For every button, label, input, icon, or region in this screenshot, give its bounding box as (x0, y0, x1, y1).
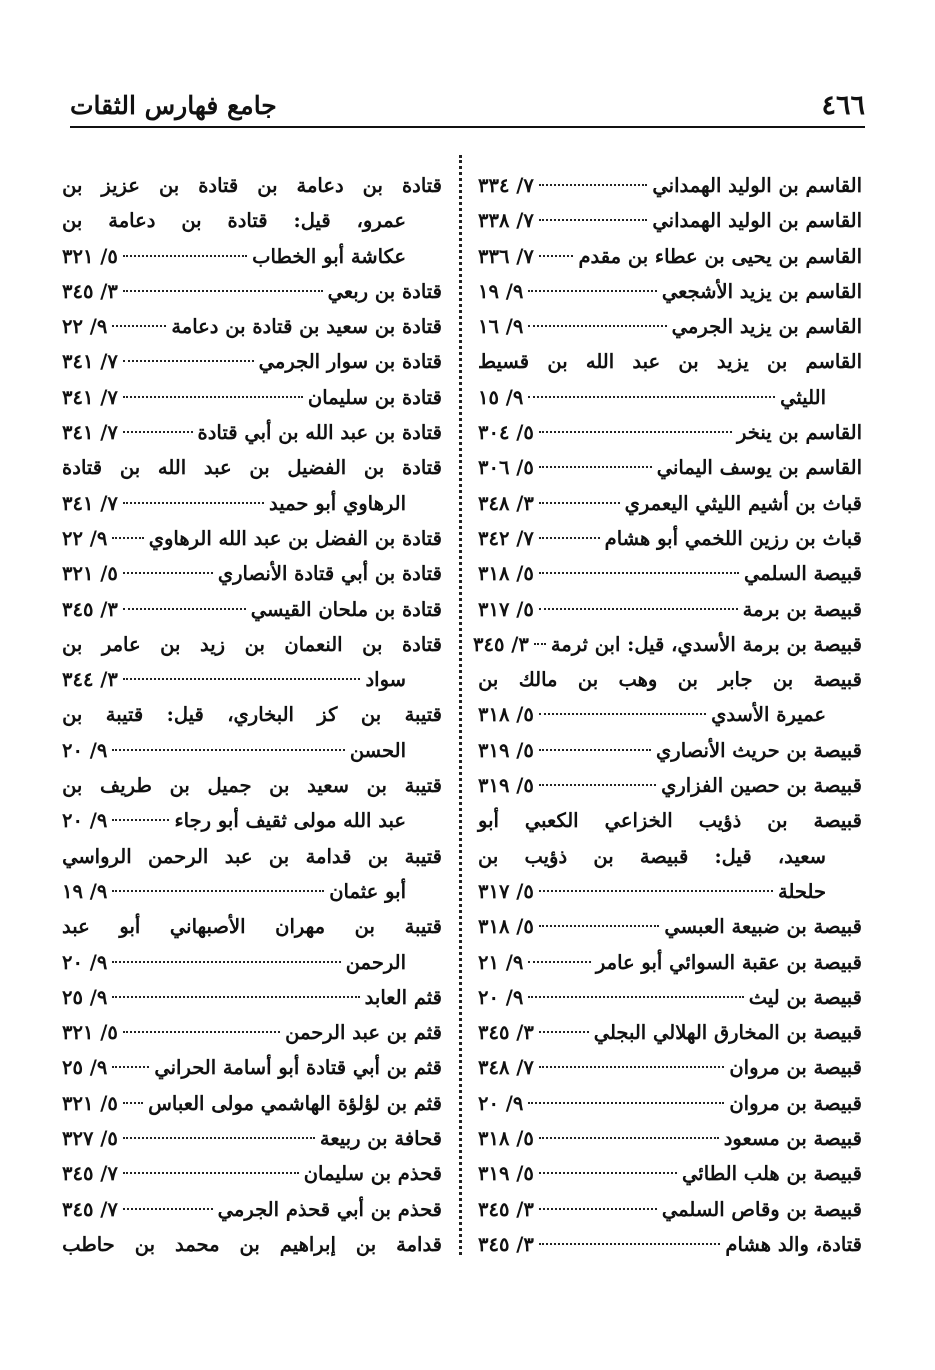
dot-leader (539, 1208, 657, 1210)
entry-name: القاسم بن الوليد الهمداني (652, 174, 862, 197)
entry-name: قبيصة بن جابر بن وهب بن مالك بن (478, 668, 862, 692)
entry-name: القاسم بن يزيد الجرمي (671, 315, 862, 339)
entry-name: قبيصة بن هلب الطائي (682, 1162, 862, 1186)
index-entry (478, 803, 862, 838)
index-entry (478, 450, 862, 485)
dot-leader (123, 572, 213, 574)
entry-name: القاسم بن ينخر (737, 421, 862, 445)
dot-leader (123, 396, 303, 398)
dot-leader (539, 255, 574, 257)
entry-name: قثم بن لؤلؤة الهاشمي مولى العباس (148, 1091, 442, 1115)
dot-leader (528, 961, 591, 963)
entry-reference: ٣/ ٣٤٥ (62, 597, 118, 621)
entry-name: القاسم بن الوليد الهمداني (652, 209, 862, 233)
entry-name: قحافة بن ربيعة (319, 1127, 442, 1151)
index-entry (478, 697, 862, 732)
entry-name: قباث بن أشيم الليثي اليعمري (624, 491, 862, 515)
entry-reference: ٧/ ٣٣٤ (478, 174, 534, 197)
entry-name: قتادة بن عبد الله بن أبي قتادة (197, 421, 442, 445)
entry-name: قبيصة بن المخارق الهلالي البجلي (593, 1021, 862, 1045)
index-column-left (62, 168, 442, 1262)
dot-leader (539, 1137, 719, 1139)
entry-name: قباث بن رزين اللخمي أبو هشام (604, 526, 862, 550)
index-entry (478, 1015, 862, 1050)
index-entry (62, 344, 442, 379)
index-entry (473, 627, 862, 662)
entry-name: أبو عثمان (329, 879, 406, 903)
entry-name: قتيبة بن قدامة بن عبد الرحمن الرواسي (62, 844, 442, 868)
index-entry (62, 839, 442, 874)
entry-name: قثم بن عبد الرحمن (285, 1021, 442, 1045)
index-entry (62, 1086, 442, 1121)
dot-leader (123, 1172, 299, 1174)
entry-reference: ٥/ ٣١٨ (478, 1127, 534, 1151)
index-entry (62, 803, 442, 838)
index-entry (62, 450, 442, 485)
dot-leader (539, 502, 620, 504)
index-entry (62, 274, 442, 309)
dot-leader (123, 502, 264, 504)
entry-name: قبيصة بن مروان (729, 1056, 862, 1080)
entry-name: قتادة بن النعمان بن زيد بن عامر بن (62, 632, 442, 656)
dot-leader (528, 996, 743, 998)
dot-leader (539, 925, 660, 927)
dot-leader (112, 819, 169, 821)
entry-reference: ٩/ ٢٥ (62, 985, 108, 1009)
index-entry (62, 203, 442, 238)
dot-leader (528, 1102, 724, 1104)
entry-name: قدامة بن إبراهيم بن محمد بن حاطب (62, 1232, 442, 1256)
entry-name: القاسم بن يحيى بن عطاء بن مقدم (578, 244, 862, 268)
index-entry (478, 874, 862, 909)
entry-name: قتادة بن سعيد بن قتادة بن دعامة (171, 315, 442, 339)
entry-name: عمرو، قيل: قتادة بن دعامة بن (62, 209, 406, 233)
entry-name: سعيد، قيل: قبيصة بن ذؤيب بن (478, 844, 826, 868)
entry-name: عكاشة أبو الخطاب (252, 244, 406, 268)
entry-name: عبد الله مولى ثقيف أبو رجاء (174, 809, 406, 833)
dot-leader (539, 749, 651, 751)
index-entry (62, 874, 442, 909)
entry-name: قحذم بن أبي قحذم الجرمي (217, 1197, 442, 1221)
index-entry (478, 309, 862, 344)
index-entry (62, 627, 442, 662)
entry-name: قبيصة بن حريث الأنصاري (656, 738, 862, 762)
page-number: ٤٦٦ (821, 90, 865, 121)
entry-name: قتيبة بن مهران الأصبهاني أبو عبد (62, 915, 442, 939)
entry-reference: ٧/ ٣٤٨ (478, 1056, 534, 1080)
index-entry (478, 344, 862, 379)
dot-leader (123, 678, 361, 680)
entry-reference: ٣/ ٣٤٨ (478, 491, 534, 515)
entry-name: قتادة بن الفضيل بن عبد الله بن قتادة (62, 456, 442, 480)
dot-leader (539, 1172, 677, 1174)
dot-leader (539, 890, 773, 892)
dot-leader (123, 1137, 315, 1139)
dot-leader (528, 396, 775, 398)
entry-reference: ٥/ ٣١٩ (478, 774, 534, 798)
entry-name: قثم بن أبي قتادة أبو أسامة الحراني (154, 1056, 442, 1080)
entry-reference: ٥/ ٣٢١ (62, 1021, 118, 1045)
index-entry (62, 733, 442, 768)
entry-name: قتادة بن الفضل بن عبد الله الرهاوي (148, 526, 442, 550)
entry-reference: ٥/ ٣١٧ (478, 597, 534, 621)
dot-leader (539, 466, 652, 468)
entry-name: قتادة بن ملحان القيسي (250, 597, 442, 621)
dot-leader (112, 961, 340, 963)
entry-reference: ٥/ ٣١٨ (478, 703, 534, 727)
dot-leader (123, 431, 193, 433)
entry-name: قبيصة بن وقاص السلمي (661, 1197, 862, 1221)
dot-leader (123, 1102, 143, 1104)
index-entry (62, 1050, 442, 1085)
dot-leader (112, 890, 324, 892)
entry-reference: ٣/ ٣٤٥ (62, 279, 118, 303)
index-entry (62, 309, 442, 344)
dot-leader (539, 1031, 589, 1033)
index-entry (62, 909, 442, 944)
dot-leader (539, 431, 732, 433)
dot-leader (539, 1066, 725, 1068)
entry-name: قبيصة بن مسعود (723, 1127, 862, 1151)
dot-leader (539, 608, 738, 610)
dot-leader (534, 643, 546, 645)
entry-name: قبيصة بن حصين الفزاري (661, 774, 862, 798)
index-entry (62, 980, 442, 1015)
index-entry (478, 274, 862, 309)
dot-leader (112, 996, 359, 998)
entry-reference: ٧/ ٣٣٨ (478, 209, 534, 233)
index-entry (62, 1227, 442, 1262)
entry-name: سواد (365, 668, 406, 692)
index-entry (62, 239, 442, 274)
column-divider (459, 155, 462, 1255)
entry-reference: ٥/ ٣٢٧ (62, 1127, 118, 1151)
entry-reference: ٩/ ٢٠ (62, 738, 108, 762)
entry-name: الرهاوي أبو حميد (269, 491, 406, 515)
entry-reference: ٩/ ١٩ (478, 279, 524, 303)
index-entry (62, 1121, 442, 1156)
index-entry (62, 168, 442, 203)
dot-leader (123, 608, 246, 610)
dot-leader (112, 537, 143, 539)
entry-reference: ٧/ ٣٤١ (62, 385, 118, 409)
entry-name: قتادة بن دعامة بن قتادة بن عزيز بن (62, 174, 442, 197)
entry-name: القاسم بن يزيد الأشجعي (661, 279, 862, 303)
dot-leader (539, 713, 706, 715)
dot-leader (539, 1243, 721, 1245)
entry-reference: ٥/ ٣٢١ (62, 1091, 118, 1115)
index-entry (478, 768, 862, 803)
index-entry (478, 556, 862, 591)
entry-reference: ٣/ ٣٤٥ (473, 632, 529, 656)
dot-leader (112, 1066, 149, 1068)
dot-leader (112, 325, 166, 327)
entry-name: قتيبة بن كز البخاري، قيل: قتيبة بن (62, 703, 442, 727)
index-entry (478, 662, 862, 697)
index-entry (62, 945, 442, 980)
index-entry (62, 662, 442, 697)
entry-reference: ٩/ ٢٥ (62, 1056, 108, 1080)
index-entry (478, 1086, 862, 1121)
entry-name: قبيصة بن ذؤيب الخزاعي الكعبي أبو (478, 809, 862, 833)
index-entry (478, 1227, 862, 1262)
entry-reference: ٩/ ٢٢ (62, 526, 108, 550)
entry-name: قبيصة بن برمة الأسدي، قيل: ابن ثرمة (550, 632, 862, 656)
entry-reference: ٩/ ١٥ (478, 385, 524, 409)
index-entry (478, 521, 862, 556)
header-rule (70, 126, 865, 128)
entry-reference: ٩/ ٢٠ (478, 1091, 524, 1115)
entry-name: قتادة بن أبي قتادة الأنصاري (217, 562, 442, 586)
entry-name: قبيصة بن عقبة السوائي أبو عامر (595, 950, 862, 974)
entry-name: قحذم بن سليمان (303, 1162, 442, 1186)
entry-reference: ٧/ ٣٤١ (62, 491, 118, 515)
entry-reference: ٩/ ٢١ (478, 950, 524, 974)
entry-name: قبيصة بن ليث (748, 985, 862, 1009)
index-entry (62, 768, 442, 803)
entry-reference: ٧/ ٣٤٥ (62, 1197, 118, 1221)
index-entry (62, 1192, 442, 1227)
entry-reference: ٣/ ٣٤٥ (478, 1197, 534, 1221)
entry-reference: ٥/ ٣١٨ (478, 915, 534, 939)
entry-reference: ٥/ ٣٠٤ (478, 421, 534, 445)
page-header (70, 88, 865, 128)
entry-reference: ٧/ ٣٤١ (62, 421, 118, 445)
running-title: جامع فهارس الثقات (70, 91, 277, 120)
index-entry (478, 203, 862, 238)
index-entry (62, 1156, 442, 1191)
entry-name: القاسم بن يوسف اليماني (656, 456, 862, 480)
entry-name: قتادة بن سليمان (307, 385, 442, 409)
index-entry (478, 1156, 862, 1191)
index-entry (478, 733, 862, 768)
entry-name: قتادة بن سوار الجرمي (258, 350, 442, 374)
index-entry (62, 697, 442, 732)
index-entry (62, 521, 442, 556)
index-entry (62, 592, 442, 627)
index-entry (478, 980, 862, 1015)
entry-reference: ٩/ ٢٠ (478, 985, 524, 1009)
entry-reference: ٩/ ٢٠ (62, 950, 108, 974)
entry-reference: ٣/ ٣٤٤ (62, 668, 118, 692)
entry-name: قبيصة بن ضبيعة العبسي (664, 915, 862, 939)
entry-name: الليثي (780, 385, 826, 409)
index-entry (62, 486, 442, 521)
index-entry (478, 168, 862, 203)
dot-leader (539, 784, 656, 786)
entry-reference: ٧/ ٣٤٢ (478, 526, 534, 550)
dot-leader (539, 184, 648, 186)
entry-name: قتادة بن ربعي (327, 279, 442, 303)
entry-reference: ٧/ ٣٣٦ (478, 244, 534, 268)
entry-name: قتيبة بن سعيد بن جميل بن طريف بن (62, 774, 442, 798)
entry-reference: ٧/ ٣٤٥ (62, 1162, 118, 1186)
entry-reference: ٥/ ٣١٩ (478, 1162, 534, 1186)
index-entry (62, 556, 442, 591)
entry-reference: ٩/ ١٩ (62, 879, 108, 903)
entry-reference: ٣/ ٣٤٥ (478, 1232, 534, 1256)
entry-name: قثم العابد (364, 985, 442, 1009)
entry-name: قبيصة بن مروان (729, 1091, 862, 1115)
entry-reference: ٥/ ٣١٧ (478, 879, 534, 903)
index-entry (478, 380, 862, 415)
dot-leader (123, 255, 247, 257)
index-column-right (473, 168, 862, 1262)
dot-leader (123, 1031, 280, 1033)
index-entry (478, 945, 862, 980)
index-entry (478, 839, 862, 874)
index-entry (478, 239, 862, 274)
entry-name: عميرة الأسدي (711, 703, 826, 727)
entry-reference: ٥/ ٣٠٦ (478, 456, 534, 480)
index-entry (478, 415, 862, 450)
index-entry (478, 909, 862, 944)
index-entry (62, 415, 442, 450)
entry-reference: ٥/ ٣١٩ (478, 738, 534, 762)
dot-leader (112, 749, 344, 751)
dot-leader (539, 572, 739, 574)
dot-leader (123, 1208, 213, 1210)
index-entry (478, 1050, 862, 1085)
dot-leader (539, 537, 600, 539)
index-entry (62, 380, 442, 415)
entry-reference: ٩/ ٢٢ (62, 315, 108, 339)
entry-reference: ٧/ ٣٤١ (62, 350, 118, 374)
index-entry (62, 1015, 442, 1050)
entry-name: قتادة، والد هشام (725, 1232, 862, 1256)
index-entry (478, 1192, 862, 1227)
entry-reference: ٥/ ٣٢١ (62, 562, 118, 586)
entry-name: الرحمن (345, 950, 406, 974)
dot-leader (528, 325, 666, 327)
dot-leader (528, 290, 657, 292)
entry-reference: ٥/ ٣٢١ (62, 244, 118, 268)
dot-leader (539, 219, 648, 221)
entry-name: قبيصة السلمي (744, 562, 862, 586)
dot-leader (123, 360, 254, 362)
entry-reference: ٩/ ٢٠ (62, 809, 108, 833)
entry-reference: ٥/ ٣١٨ (478, 562, 534, 586)
entry-name: قبيصة بن برمة (742, 597, 862, 621)
dot-leader (123, 290, 323, 292)
entry-reference: ٩/ ١٦ (478, 315, 524, 339)
index-entry (478, 1121, 862, 1156)
index-entry (478, 486, 862, 521)
entry-name: الحسن (349, 738, 406, 762)
entry-name: حلحلة (777, 879, 826, 903)
index-entry (478, 592, 862, 627)
entry-reference: ٣/ ٣٤٥ (478, 1021, 534, 1045)
entry-name: القاسم بن يزيد بن عبد الله بن قسيط (478, 350, 862, 374)
